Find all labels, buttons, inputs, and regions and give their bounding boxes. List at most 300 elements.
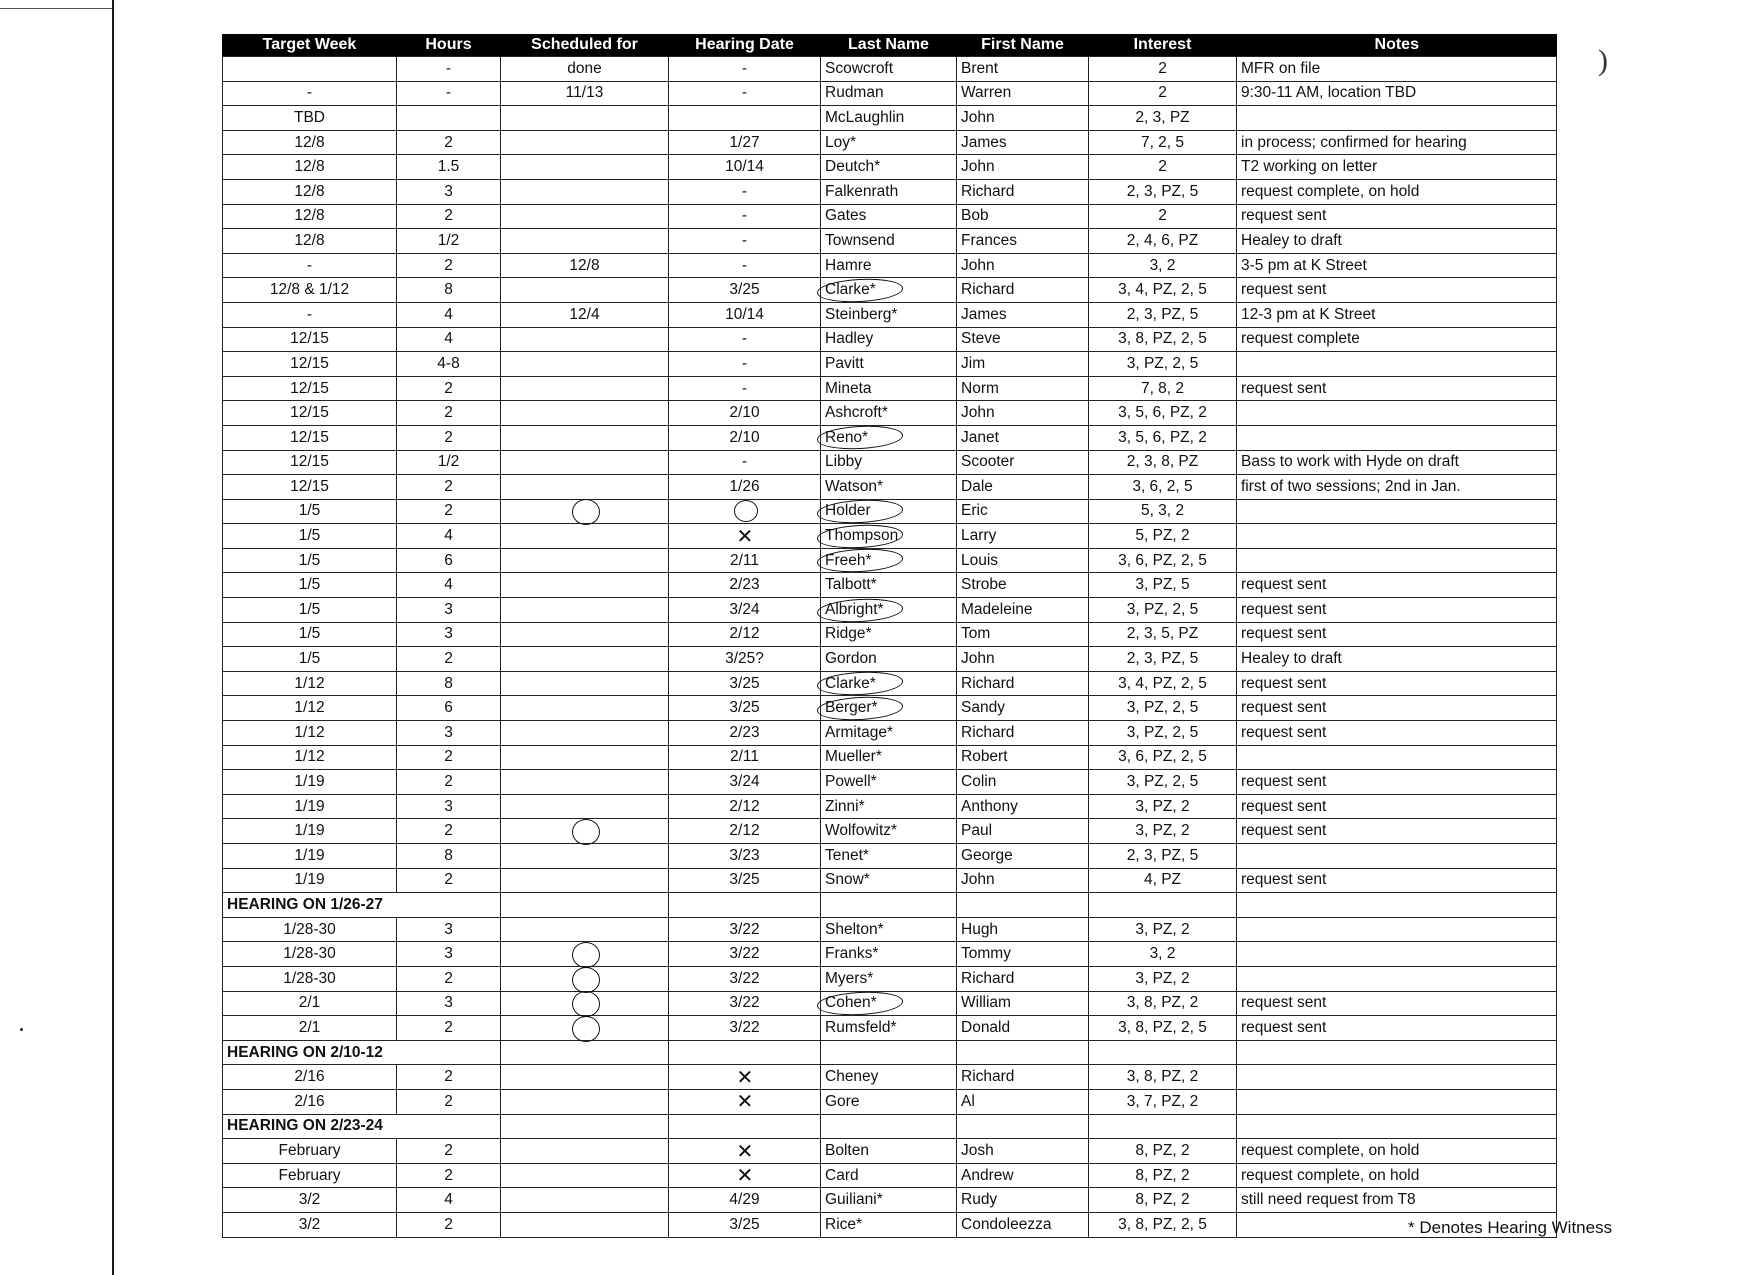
empty-cell — [821, 893, 957, 918]
table-row — [223, 376, 1557, 401]
empty-cell — [1089, 893, 1237, 918]
scheduled-for-cell — [501, 622, 669, 647]
scheduled-for-cell — [501, 1188, 669, 1213]
first-name-cell: John — [957, 647, 1089, 672]
interest-cell: 8, PZ, 2 — [1089, 1188, 1237, 1213]
hours-cell: 4 — [397, 327, 501, 352]
first-name-cell: Larry — [957, 524, 1089, 549]
handwritten-circle — [572, 991, 600, 1017]
interest-cell: 2, 4, 6, PZ — [1089, 229, 1237, 254]
target-week-cell: 12/8 — [223, 204, 397, 229]
target-week-cell: 2/16 — [223, 1065, 397, 1090]
first-name-cell: Tom — [957, 622, 1089, 647]
hours-cell: 2 — [397, 647, 501, 672]
first-name-cell: Paul — [957, 819, 1089, 844]
scheduled-for-cell — [501, 548, 669, 573]
table-row — [223, 401, 1557, 426]
table-row — [223, 155, 1557, 180]
first-name-cell: Steve — [957, 327, 1089, 352]
first-name-cell: William — [957, 991, 1089, 1016]
table-row — [223, 1139, 1557, 1164]
hours-cell: 3 — [397, 598, 501, 623]
table-row — [223, 1188, 1557, 1213]
notes-cell: request complete, on hold — [1237, 179, 1557, 204]
hours-cell: 3 — [397, 794, 501, 819]
hearing-date-cell: 2/10 — [669, 401, 821, 426]
first-name-cell: Sandy — [957, 696, 1089, 721]
hours-cell: 2 — [397, 1212, 501, 1237]
scheduled-for-cell — [501, 155, 669, 180]
first-name-cell: Janet — [957, 425, 1089, 450]
target-week-cell: 2/1 — [223, 991, 397, 1016]
scheduled-for-cell — [501, 1139, 669, 1164]
target-week-cell: 1/12 — [223, 696, 397, 721]
interest-cell: 3, PZ, 2, 5 — [1089, 352, 1237, 377]
empty-cell — [669, 1114, 821, 1139]
table-row — [223, 942, 1557, 967]
interest-cell: 7, 2, 5 — [1089, 130, 1237, 155]
hearing-date-cell: - — [669, 327, 821, 352]
scheduled-for-cell — [501, 1212, 669, 1237]
col-interest-header: Interest — [1089, 34, 1237, 57]
notes-cell — [1237, 106, 1557, 131]
scan-speck — [20, 1028, 23, 1031]
notes-cell: still need request from T8 — [1237, 1188, 1557, 1213]
col-last-name-header: Last Name — [821, 34, 957, 57]
first-name-cell: Al — [957, 1089, 1089, 1114]
last-name-cell: Guiliani* — [821, 1188, 957, 1213]
table-row — [223, 622, 1557, 647]
hearing-date-cell: - — [669, 204, 821, 229]
scheduled-for-cell — [501, 696, 669, 721]
first-name-cell: John — [957, 106, 1089, 131]
interest-cell: 2 — [1089, 57, 1237, 82]
first-name-cell: Robert — [957, 745, 1089, 770]
interest-cell: 2, 3, PZ — [1089, 106, 1237, 131]
scheduled-for-cell — [501, 1163, 669, 1188]
page-edge-line — [112, 0, 114, 1275]
table-row — [223, 1163, 1557, 1188]
hours-cell: 2 — [397, 1139, 501, 1164]
scheduled-for-cell — [501, 425, 669, 450]
notes-cell: request sent — [1237, 819, 1557, 844]
last-name-cell: Mueller* — [821, 745, 957, 770]
notes-cell — [1237, 548, 1557, 573]
scheduled-for-cell — [501, 278, 669, 303]
first-name-cell: Jim — [957, 352, 1089, 377]
last-name-cell: Clarke* — [821, 671, 957, 696]
first-name-cell: Norm — [957, 376, 1089, 401]
table-row — [223, 917, 1557, 942]
last-name-cell: Bolten — [821, 1139, 957, 1164]
first-name-cell: Richard — [957, 278, 1089, 303]
target-week-cell: 1/12 — [223, 745, 397, 770]
col-hours-header: Hours — [397, 34, 501, 57]
interest-cell: 2 — [1089, 81, 1237, 106]
hearing-date-cell: 4/29 — [669, 1188, 821, 1213]
last-name-cell: Franks* — [821, 942, 957, 967]
target-week-cell: - — [223, 302, 397, 327]
scheduled-for-cell — [501, 745, 669, 770]
notes-cell: request sent — [1237, 573, 1557, 598]
hearing-date-cell: 3/24 — [669, 770, 821, 795]
target-week-cell: 12/15 — [223, 352, 397, 377]
hearing-date-cell: 3/23 — [669, 844, 821, 869]
col-scheduled-for-header: Scheduled for — [501, 34, 669, 57]
last-name-cell: Talbott* — [821, 573, 957, 598]
first-name-cell: Condoleezza — [957, 1212, 1089, 1237]
interest-cell: 8, PZ, 2 — [1089, 1163, 1237, 1188]
interest-cell: 2 — [1089, 204, 1237, 229]
scheduled-for-cell — [501, 229, 669, 254]
interest-cell: 3, 8, PZ, 2, 5 — [1089, 1016, 1237, 1041]
handwritten-circle — [572, 1016, 600, 1042]
last-name-cell: Wolfowitz* — [821, 819, 957, 844]
last-name-cell: McLaughlin — [821, 106, 957, 131]
empty-cell — [821, 1040, 957, 1065]
notes-cell: request complete — [1237, 327, 1557, 352]
table-row — [223, 1016, 1557, 1041]
notes-cell — [1237, 524, 1557, 549]
target-week-cell: 12/8 — [223, 179, 397, 204]
target-week-cell: 2/16 — [223, 1089, 397, 1114]
hours-cell — [397, 106, 501, 131]
interest-cell: 3, PZ, 2, 5 — [1089, 598, 1237, 623]
notes-cell: request sent — [1237, 622, 1557, 647]
target-week-cell: 1/19 — [223, 770, 397, 795]
scheduled-for-cell — [501, 475, 669, 500]
target-week-cell: 3/2 — [223, 1188, 397, 1213]
last-name-cell: Cohen* — [821, 991, 957, 1016]
notes-cell: request sent — [1237, 204, 1557, 229]
first-name-cell: Colin — [957, 770, 1089, 795]
first-name-cell: Strobe — [957, 573, 1089, 598]
interest-cell: 8, PZ, 2 — [1089, 1139, 1237, 1164]
scheduled-for-cell — [501, 671, 669, 696]
notes-cell: request sent — [1237, 671, 1557, 696]
hours-cell: 4 — [397, 1188, 501, 1213]
first-name-cell: Richard — [957, 721, 1089, 746]
last-name-cell: Steinberg* — [821, 302, 957, 327]
hearing-date-cell: 10/14 — [669, 155, 821, 180]
hours-cell: 3 — [397, 721, 501, 746]
target-week-cell: 12/15 — [223, 425, 397, 450]
target-week-cell: 2/1 — [223, 1016, 397, 1041]
notes-cell — [1237, 844, 1557, 869]
notes-cell: request sent — [1237, 376, 1557, 401]
hours-cell: 2 — [397, 1163, 501, 1188]
first-name-cell: James — [957, 302, 1089, 327]
hearing-date-cell: 10/14 — [669, 302, 821, 327]
table-row — [223, 1212, 1557, 1237]
scheduled-for-cell — [501, 130, 669, 155]
hours-cell: 4-8 — [397, 352, 501, 377]
hearing-date-cell: 2/12 — [669, 622, 821, 647]
notes-cell: request complete, on hold — [1237, 1163, 1557, 1188]
last-name-cell: Zinni* — [821, 794, 957, 819]
last-name-cell: Holder — [821, 499, 957, 524]
empty-cell — [501, 1114, 669, 1139]
hearing-date-cell: 3/22 — [669, 942, 821, 967]
interest-cell: 3, 6, PZ, 2, 5 — [1089, 548, 1237, 573]
first-name-cell: John — [957, 155, 1089, 180]
last-name-cell: Powell* — [821, 770, 957, 795]
first-name-cell: Eric — [957, 499, 1089, 524]
empty-cell — [1237, 893, 1557, 918]
interest-cell: 3, 8, PZ, 2, 5 — [1089, 327, 1237, 352]
hours-cell: 2 — [397, 966, 501, 991]
target-week-cell: 12/15 — [223, 376, 397, 401]
notes-cell: 12-3 pm at K Street — [1237, 302, 1557, 327]
hearing-date-cell: 3/22 — [669, 966, 821, 991]
hearing-date-cell: - — [669, 253, 821, 278]
hours-cell: 4 — [397, 302, 501, 327]
interest-cell: 3, 6, PZ, 2, 5 — [1089, 745, 1237, 770]
hours-cell: 2 — [397, 1065, 501, 1090]
hours-cell: 2 — [397, 745, 501, 770]
last-name-cell: Ridge* — [821, 622, 957, 647]
table-row — [223, 647, 1557, 672]
table-row — [223, 721, 1557, 746]
hearing-date-cell: 3/25 — [669, 278, 821, 303]
handwritten-x-mark: ✕ — [736, 1163, 754, 1188]
last-name-cell: Card — [821, 1163, 957, 1188]
last-name-cell: Albright* — [821, 598, 957, 623]
section-heading: HEARING ON 2/10-12 — [223, 1040, 501, 1065]
hours-cell: 6 — [397, 696, 501, 721]
last-name-cell: Rice* — [821, 1212, 957, 1237]
scheduled-for-cell — [501, 450, 669, 475]
notes-cell: first of two sessions; 2nd in Jan. — [1237, 475, 1557, 500]
empty-cell — [957, 1040, 1089, 1065]
first-name-cell: Josh — [957, 1139, 1089, 1164]
notes-cell — [1237, 352, 1557, 377]
target-week-cell: 12/8 — [223, 155, 397, 180]
last-name-cell: Loy* — [821, 130, 957, 155]
target-week-cell: TBD — [223, 106, 397, 131]
witness-schedule-table — [222, 34, 1557, 1238]
hours-cell: 2 — [397, 819, 501, 844]
last-name-cell: Ashcroft* — [821, 401, 957, 426]
table-body — [223, 57, 1557, 1238]
target-week-cell — [223, 57, 397, 82]
target-week-cell: 12/8 — [223, 130, 397, 155]
table-row — [223, 229, 1557, 254]
scheduled-for-cell — [501, 1089, 669, 1114]
hours-cell: 2 — [397, 376, 501, 401]
first-name-cell: Brent — [957, 57, 1089, 82]
last-name-cell: Pavitt — [821, 352, 957, 377]
empty-cell — [501, 1040, 669, 1065]
notes-cell — [1237, 745, 1557, 770]
target-week-cell: 1/19 — [223, 868, 397, 893]
hearing-date-cell: - — [669, 376, 821, 401]
target-week-cell: February — [223, 1163, 397, 1188]
table-row — [223, 573, 1557, 598]
interest-cell: 3, PZ, 2 — [1089, 966, 1237, 991]
hours-cell: 2 — [397, 499, 501, 524]
handwritten-x-mark: ✕ — [736, 523, 754, 548]
hearing-date-cell: 3/25? — [669, 647, 821, 672]
notes-cell — [1237, 942, 1557, 967]
target-week-cell: 1/5 — [223, 548, 397, 573]
col-notes-header: Notes — [1237, 34, 1557, 57]
empty-cell — [1237, 1040, 1557, 1065]
interest-cell: 3, 5, 6, PZ, 2 — [1089, 401, 1237, 426]
scheduled-for-cell — [501, 179, 669, 204]
last-name-cell: Mineta — [821, 376, 957, 401]
hearing-date-cell: 3/22 — [669, 991, 821, 1016]
table-row — [223, 868, 1557, 893]
handwritten-circle — [572, 942, 600, 968]
interest-cell: 3, PZ, 2 — [1089, 794, 1237, 819]
target-week-cell: 1/5 — [223, 573, 397, 598]
interest-cell: 3, 2 — [1089, 942, 1237, 967]
table-row — [223, 770, 1557, 795]
scheduled-for-cell: 12/8 — [501, 253, 669, 278]
interest-cell: 2 — [1089, 155, 1237, 180]
notes-cell: in process; confirmed for hearing — [1237, 130, 1557, 155]
first-name-cell: James — [957, 130, 1089, 155]
scheduled-for-cell — [501, 327, 669, 352]
hours-cell: 4 — [397, 573, 501, 598]
interest-cell: 4, PZ — [1089, 868, 1237, 893]
handwritten-circle — [572, 967, 600, 993]
first-name-cell: John — [957, 253, 1089, 278]
hearing-date-cell: 3/25 — [669, 868, 821, 893]
first-name-cell: Warren — [957, 81, 1089, 106]
notes-cell: request sent — [1237, 770, 1557, 795]
interest-cell: 2, 3, PZ, 5 — [1089, 179, 1237, 204]
last-name-cell: Myers* — [821, 966, 957, 991]
interest-cell: 7, 8, 2 — [1089, 376, 1237, 401]
first-name-cell: John — [957, 401, 1089, 426]
first-name-cell: Richard — [957, 1065, 1089, 1090]
empty-cell — [957, 1114, 1089, 1139]
notes-cell: 9:30-11 AM, location TBD — [1237, 81, 1557, 106]
table-row — [223, 106, 1557, 131]
empty-cell — [669, 1040, 821, 1065]
scheduled-for-cell — [501, 868, 669, 893]
last-name-cell: Shelton* — [821, 917, 957, 942]
notes-cell: Healey to draft — [1237, 647, 1557, 672]
table-row — [223, 130, 1557, 155]
hours-cell: 2 — [397, 253, 501, 278]
notes-cell: MFR on file — [1237, 57, 1557, 82]
target-week-cell: 12/15 — [223, 401, 397, 426]
empty-cell — [501, 893, 669, 918]
last-name-cell: Scowcroft — [821, 57, 957, 82]
first-name-cell: Richard — [957, 966, 1089, 991]
empty-cell — [957, 893, 1089, 918]
target-week-cell: 1/5 — [223, 622, 397, 647]
hours-cell: 8 — [397, 671, 501, 696]
hours-cell: 2 — [397, 1016, 501, 1041]
notes-cell: request sent — [1237, 598, 1557, 623]
table-row — [223, 352, 1557, 377]
empty-cell — [1089, 1114, 1237, 1139]
last-name-cell: Reno* — [821, 425, 957, 450]
target-week-cell: 1/12 — [223, 721, 397, 746]
hearing-date-cell: - — [669, 57, 821, 82]
target-week-cell: 12/8 & 1/12 — [223, 278, 397, 303]
last-name-cell: Armitage* — [821, 721, 957, 746]
hours-cell: - — [397, 81, 501, 106]
notes-cell: 3-5 pm at K Street — [1237, 253, 1557, 278]
target-week-cell: 1/28-30 — [223, 966, 397, 991]
last-name-cell: Rumsfeld* — [821, 1016, 957, 1041]
hearing-date-cell: 3/25 — [669, 696, 821, 721]
first-name-cell: Rudy — [957, 1188, 1089, 1213]
scheduled-for-cell — [501, 106, 669, 131]
interest-cell: 3, PZ, 2, 5 — [1089, 696, 1237, 721]
handwritten-x-mark: ✕ — [736, 1064, 754, 1089]
hours-cell: 6 — [397, 548, 501, 573]
hours-cell: 2 — [397, 868, 501, 893]
section-row — [223, 1040, 1557, 1065]
table-row — [223, 253, 1557, 278]
interest-cell: 2, 3, PZ, 5 — [1089, 844, 1237, 869]
scheduled-for-cell — [501, 376, 669, 401]
notes-cell — [1237, 1089, 1557, 1114]
notes-cell: request sent — [1237, 696, 1557, 721]
table-row — [223, 204, 1557, 229]
first-name-cell: Frances — [957, 229, 1089, 254]
hearing-date-cell: - — [669, 450, 821, 475]
table-row — [223, 966, 1557, 991]
hours-cell: 3 — [397, 991, 501, 1016]
hours-cell: 8 — [397, 278, 501, 303]
interest-cell: 3, 2 — [1089, 253, 1237, 278]
hours-cell: 1/2 — [397, 450, 501, 475]
interest-cell: 5, 3, 2 — [1089, 499, 1237, 524]
last-name-cell: Berger* — [821, 696, 957, 721]
hearing-date-cell: 2/11 — [669, 745, 821, 770]
target-week-cell: 1/28-30 — [223, 917, 397, 942]
hours-cell: - — [397, 57, 501, 82]
interest-cell: 3, 4, PZ, 2, 5 — [1089, 278, 1237, 303]
first-name-cell: Andrew — [957, 1163, 1089, 1188]
hours-cell: 8 — [397, 844, 501, 869]
target-week-cell: 1/19 — [223, 844, 397, 869]
last-name-cell: Thompson — [821, 524, 957, 549]
first-name-cell: Bob — [957, 204, 1089, 229]
stray-mark: ) — [1598, 44, 1608, 77]
hours-cell: 3 — [397, 179, 501, 204]
last-name-cell: Libby — [821, 450, 957, 475]
scheduled-for-cell — [501, 524, 669, 549]
interest-cell: 3, 8, PZ, 2 — [1089, 991, 1237, 1016]
handwritten-x-mark: ✕ — [736, 1089, 754, 1114]
first-name-cell: Scooter — [957, 450, 1089, 475]
interest-cell: 3, 4, PZ, 2, 5 — [1089, 671, 1237, 696]
hours-cell: 2 — [397, 770, 501, 795]
handwritten-x-mark: ✕ — [736, 1138, 754, 1163]
hearing-date-cell: 3/24 — [669, 598, 821, 623]
interest-cell: 2, 3, PZ, 5 — [1089, 302, 1237, 327]
section-row — [223, 1114, 1557, 1139]
scheduled-for-cell: 11/13 — [501, 81, 669, 106]
notes-cell — [1237, 917, 1557, 942]
hearing-date-cell: 2/23 — [669, 573, 821, 598]
target-week-cell: - — [223, 253, 397, 278]
last-name-cell: Townsend — [821, 229, 957, 254]
target-week-cell: 12/15 — [223, 450, 397, 475]
hearing-date-cell: 3/25 — [669, 671, 821, 696]
interest-cell: 3, 5, 6, PZ, 2 — [1089, 425, 1237, 450]
target-week-cell: 1/5 — [223, 524, 397, 549]
hearing-date-cell: 2/10 — [669, 425, 821, 450]
